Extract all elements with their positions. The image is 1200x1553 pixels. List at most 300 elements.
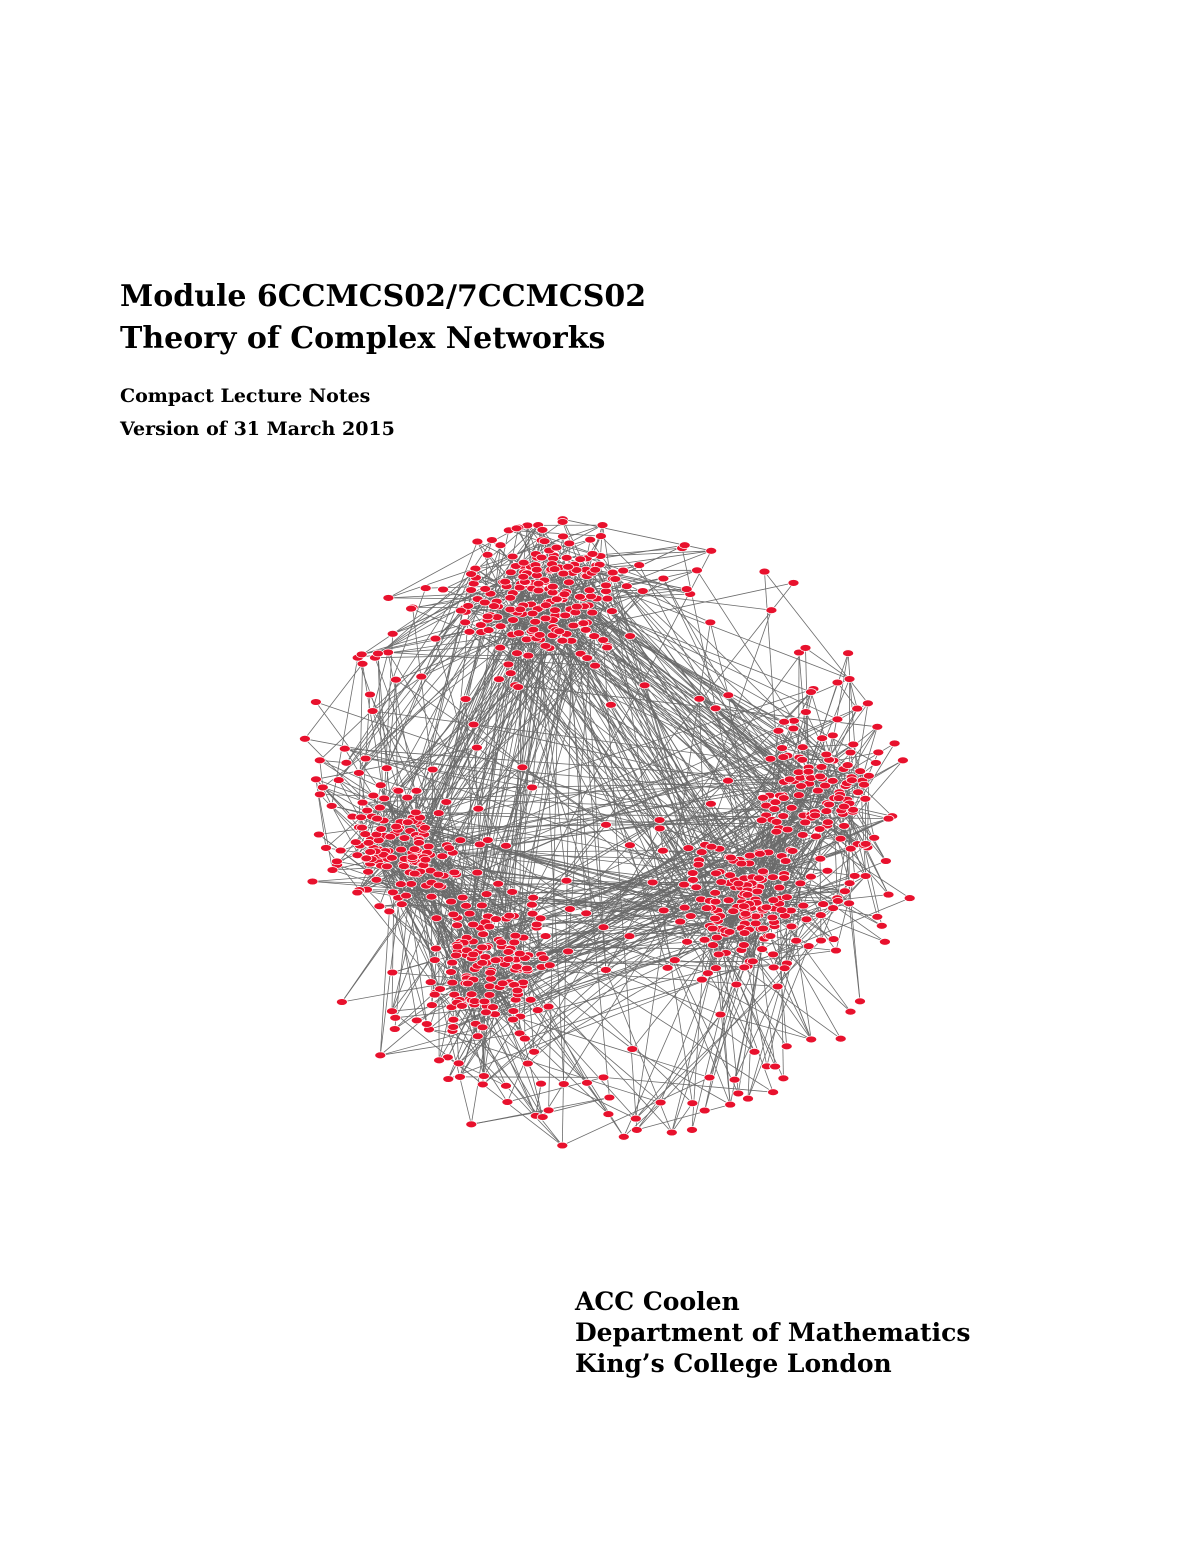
network-node [669,957,680,964]
network-node [314,757,325,764]
network-node [806,689,817,696]
network-node [416,673,427,680]
network-edge [563,596,610,1097]
network-edge [624,916,720,1137]
network-node [788,717,799,724]
network-node [758,925,769,932]
network-node [715,1011,726,1018]
network-node [776,907,787,914]
network-node [468,921,479,928]
network-node [781,1043,792,1050]
network-edge [672,924,745,1133]
network-node [796,783,807,790]
network-node [447,979,458,986]
network-node [307,878,318,885]
network-node [495,644,506,651]
network-node [532,1007,543,1014]
network-node [477,1024,488,1031]
network-node [514,950,525,957]
network-node [496,939,507,946]
network-node [481,1009,492,1016]
network-node [539,538,550,545]
network-node [356,651,367,658]
network-node [818,901,829,908]
network-node [468,951,479,958]
network-node [771,819,782,826]
network-node [598,924,609,931]
network-node [559,591,570,598]
author-block [575,1286,1135,1379]
network-node [694,695,705,702]
network-node [729,1076,740,1083]
network-node [477,959,488,966]
network-node [603,1111,614,1118]
network-node [845,1008,856,1015]
network-node [768,897,779,904]
network-node [778,1075,789,1082]
network-node [859,781,870,788]
network-node [551,544,562,551]
network-node [779,965,790,972]
network-node [769,806,780,813]
network-node [787,848,798,855]
network-node [801,916,812,923]
network-node [889,740,900,747]
network-node [833,795,844,802]
network-node [849,873,860,880]
network-node [491,916,502,923]
network-node [411,1017,422,1024]
network-node [425,979,436,986]
network-node [396,846,407,853]
network-node [835,835,846,842]
network-node [423,843,434,850]
network-node [747,958,758,965]
network-node [784,776,795,783]
network-node [883,815,894,822]
network-node [821,751,832,758]
network-node [558,533,569,540]
network-node [768,964,779,971]
network-node [699,1107,710,1114]
network-node [590,662,601,669]
network-node [484,983,495,990]
network-node [758,794,769,801]
network-node [765,933,776,940]
network-node [561,554,572,561]
network-node [582,655,593,662]
network-node [662,964,673,971]
network-node [554,628,565,635]
network-node [778,813,789,820]
network-node [568,622,579,629]
network-node [704,1074,715,1081]
network-node [540,933,551,940]
network-node [601,582,612,589]
network-node [549,566,560,573]
network-node [502,1099,513,1106]
network-node [788,725,799,732]
network-node [448,1016,459,1023]
network-node [527,610,538,617]
network-node [515,606,526,613]
network-node [429,957,440,964]
network-node [605,701,616,708]
network-node [586,593,597,600]
network-node [361,855,372,862]
network-node [313,831,324,838]
network-node [811,833,822,840]
network-node [484,923,495,930]
network-node [723,692,734,699]
network-node [452,922,463,929]
network-node [607,569,618,576]
network-node [701,905,712,912]
network-node [356,814,367,821]
network-node [497,980,508,987]
network-node [839,803,850,810]
network-node [816,764,827,771]
network-node [518,573,529,580]
network-node [844,880,855,887]
network-node [505,670,516,677]
network-node [814,826,825,833]
network-node [311,776,322,783]
network-node [846,777,857,784]
network-node [738,903,749,910]
network-node [606,608,617,615]
network-node [350,839,361,846]
network-node [795,880,806,887]
network-node [571,603,582,610]
network-node [771,828,782,835]
network-node [630,1115,641,1122]
network-node [508,1016,519,1023]
network-node [679,904,690,911]
network-node [797,744,808,751]
network-node [873,749,884,756]
network-node [461,902,472,909]
network-node [675,918,686,925]
network-edge [549,1007,661,1103]
network-node [468,721,479,728]
network-node [464,910,475,917]
network-node [655,1099,666,1106]
network-node [587,551,598,558]
network-node [460,696,471,703]
network-node [543,1003,554,1010]
network-node [484,992,495,999]
network-node [518,559,529,566]
network-node [752,888,763,895]
network-node [872,723,883,730]
network-node [647,879,658,886]
network-node [365,691,376,698]
network-node [631,1127,642,1134]
network-node [768,1089,779,1096]
network-node [375,1052,386,1059]
network-node [862,700,873,707]
network-node [870,760,881,767]
network-node [774,884,785,891]
network-edge [380,911,389,1055]
network-node [777,745,788,752]
network-node [535,915,546,922]
network-node [443,1076,454,1083]
network-node [687,1100,698,1107]
network-node [696,849,707,856]
network-node [540,602,551,609]
network-node [431,915,442,922]
network-node [627,1046,638,1053]
network-node [523,652,534,659]
network-node [386,854,397,861]
network-node [793,792,804,799]
network-node [409,870,420,877]
network-node [406,605,417,612]
network-node [824,801,835,808]
network-node [816,937,827,944]
network-edge [513,968,716,1019]
network-node [691,884,702,891]
network-node [683,845,694,852]
network-node [815,773,826,780]
network-node [848,741,859,748]
network-node [437,853,448,860]
network-node [876,922,887,929]
network-node [389,1026,400,1033]
network-node [504,912,515,919]
network-node [478,931,489,938]
network-node [527,784,538,791]
network-node [368,792,379,799]
network-node [860,841,871,848]
network-node [421,1021,432,1028]
network-node [382,863,393,870]
network-node [710,915,721,922]
network-node [538,955,549,962]
network-node [872,913,883,920]
network-node [536,554,547,561]
network-node [702,970,713,977]
network-node [501,1082,512,1089]
network-node [805,873,816,880]
network-node [842,762,853,769]
network-node [578,620,589,627]
network-node [897,757,908,764]
network-node [489,603,500,610]
network-node [529,1048,540,1055]
network-node [353,770,364,777]
network-node [469,998,480,1005]
network-node [621,583,632,590]
network-node [821,808,832,815]
network-node [512,987,523,994]
network-node [782,826,793,833]
network-node [402,794,413,801]
network-node [414,839,425,846]
network-node [477,944,488,951]
network-node [526,901,537,908]
network-node [797,756,808,763]
network-node [547,583,558,590]
network-node [471,744,482,751]
network-node [430,635,441,642]
module-code-title: Module 6CCMCS02/7CCMCS02 [120,279,647,314]
network-node [401,892,412,899]
network-node [610,576,621,583]
network-node [844,676,855,683]
author-name: ACC Coolen [575,1287,740,1316]
network-node [446,898,457,905]
network-node [855,768,866,775]
network-node [505,594,516,601]
network-node [372,815,383,822]
network-node [376,826,387,833]
author-department: Department of Mathematics [575,1318,971,1347]
network-node [399,835,410,842]
version-date: Version of 31 March 2015 [120,418,395,440]
network-node [725,854,736,861]
network-node [844,900,855,907]
network-node [723,777,734,784]
network-node [519,1035,530,1042]
network-node [390,1014,401,1021]
network-node [852,705,863,712]
network-node [536,1080,547,1087]
network-node [339,745,350,752]
network-node [352,889,363,896]
network-node [773,727,784,734]
network-node [326,803,337,810]
network-graph-illustration [250,490,950,1180]
network-edge [538,1010,636,1119]
network-node [495,542,506,549]
network-node [558,570,569,577]
network-node [743,1095,754,1102]
network-edge [624,1103,661,1137]
network-node [508,1008,519,1015]
network-node [375,782,386,789]
network-node [758,868,769,875]
network-node [409,846,420,853]
network-node [509,939,520,946]
network-node [788,580,799,587]
network-node [560,612,571,619]
network-node [360,755,371,762]
network-node [466,571,477,578]
network-node [845,749,856,756]
network-node [455,1074,466,1081]
network-node [476,902,487,909]
network-node [402,819,413,826]
title-block [120,276,820,446]
network-node [707,925,718,932]
network-node [822,867,833,874]
network-node [634,562,645,569]
network-node [462,980,473,987]
network-node [820,782,831,789]
network-node [475,622,486,629]
network-node [778,754,789,761]
network-node [561,877,572,884]
network-node [453,1060,464,1067]
network-node [728,908,739,915]
network-edge [562,1078,709,1146]
network-node [692,567,703,574]
network-node [379,795,390,802]
network-node [363,868,374,875]
network-node [486,537,497,544]
network-node [563,579,574,586]
network-node [860,795,871,802]
network-node [507,889,518,896]
network-node [639,682,650,689]
network-node [786,923,797,930]
network-node [420,585,431,592]
network-node [716,879,727,886]
network-node [739,930,750,937]
network-node [749,1048,760,1055]
network-node [860,873,871,880]
network-node [731,981,742,988]
network-node [742,891,753,898]
network-node [687,1127,698,1134]
network-node [482,837,493,844]
network-node [336,999,347,1006]
network-node [693,861,704,868]
network-node [510,932,521,939]
network-node [501,842,512,849]
network-node [756,817,767,824]
network-node [598,1074,609,1081]
network-node [321,845,332,852]
network-node [383,595,394,602]
network-node [455,837,466,844]
network-node [706,843,717,850]
network-node [679,881,690,888]
network-node [713,951,724,958]
network-node [602,644,613,651]
network-node [685,913,696,920]
network-node [335,847,346,854]
network-node [530,618,541,625]
network-node [696,976,707,983]
network-node [710,705,721,712]
network-node [681,586,692,593]
network-node [654,825,665,832]
network-node [503,956,514,963]
network-node [391,823,402,830]
network-node [798,902,809,909]
network-node [602,595,613,602]
network-node [699,936,710,943]
network-node [624,842,635,849]
network-node [448,1024,459,1031]
network-node [723,897,734,904]
network-node [797,832,808,839]
network-node [299,735,310,742]
network-node [464,628,475,635]
network-node [618,567,629,574]
network-node [513,630,524,637]
network-node [779,718,790,725]
network-node [778,795,789,802]
network-node [590,566,601,573]
network-node [371,876,382,883]
network-node [478,1073,489,1080]
network-node [479,998,490,1005]
